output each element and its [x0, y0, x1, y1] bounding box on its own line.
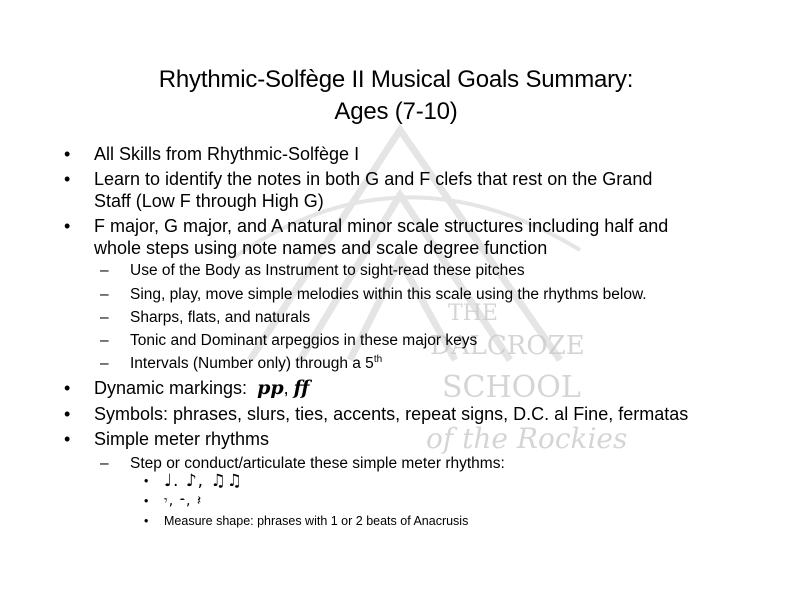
dash-marker: – — [100, 309, 109, 326]
sub-item-body — [100, 261, 770, 281]
bullet-notes-line2: Staff (Low F through High G) — [94, 191, 324, 211]
dynamic-pp: pp — [257, 377, 284, 399]
bullet-meter — [64, 428, 754, 450]
sub-item-step-text: Step or conduct/articulate these simple meter rhythms: — [130, 455, 505, 472]
dash-marker: – — [100, 355, 109, 372]
small-bullet: • — [144, 494, 149, 508]
dash-marker: – — [100, 332, 109, 349]
bullet-scales-line1: F major, G major, and A natural minor scale structures including half and — [94, 216, 669, 236]
bullet-dynamics — [64, 377, 754, 399]
sub-item-tonic — [100, 331, 770, 351]
sub-item-body-text: Use of the Body as Instrument to sight-read these pitches — [130, 262, 525, 279]
bullet-dot: • — [64, 216, 71, 236]
sub-item-tonic-text: Tonic and Dominant arpeggios in these major keys — [130, 332, 478, 349]
page-title-line2: Ages (7-10) — [334, 98, 458, 125]
dynamic-separator: , — [283, 378, 289, 398]
bullet-scales — [64, 215, 754, 259]
watermark-line2: DALCROZE — [430, 331, 585, 361]
bullet-skills-text: All Skills from Rhythmic-Solfège I — [94, 144, 360, 164]
dash-marker: – — [100, 455, 109, 472]
watermark-line4: of the Rockies — [426, 422, 628, 455]
rhythm-notes-glyphs: ♩. ♪, ♫♫ — [164, 471, 243, 491]
bullet-meter-text: Simple meter rhythms — [94, 429, 270, 449]
small-bullet: • — [144, 474, 149, 488]
sub-item-sing — [100, 285, 770, 305]
bullet-dot: • — [64, 404, 71, 424]
watermark-line1: THE — [448, 301, 498, 326]
rhythm-rests — [144, 492, 724, 510]
sub-item-sharps-text: Sharps, flats, and naturals — [130, 309, 311, 326]
watermark-line3: SCHOOL — [442, 370, 581, 405]
bullet-dot: • — [64, 169, 71, 189]
bullet-skills — [64, 143, 754, 165]
sub-item-intervals-sup: th — [373, 353, 383, 365]
page-title-line1: Rhythmic-Solfège II Musical Goals Summary: — [158, 66, 634, 93]
bullet-scales-line2: whole steps using note names and scale degree function — [94, 238, 548, 258]
sub-item-intervals — [100, 353, 770, 374]
small-bullet: • — [144, 514, 149, 528]
bullet-symbols-text: Symbols: phrases, slurs, ties, accents, repeat signs, D.C. al Fine, fermatas — [94, 404, 689, 424]
sub-item-intervals-text: Intervals (Number only) through a 5 — [130, 355, 374, 372]
dynamic-ff: ff — [293, 377, 310, 399]
rhythm-notes — [144, 471, 724, 491]
rhythm-measure — [144, 512, 724, 530]
sub-item-sharps — [100, 308, 770, 328]
rhythm-measure-text: Measure shape: phrases with 1 or 2 beats of Anacrusis — [164, 514, 469, 528]
bullet-notes-line1: Learn to identify the notes in both G and F clefs that rest on the Grand — [94, 169, 653, 189]
bullet-symbols — [64, 403, 754, 425]
dash-marker: – — [100, 262, 109, 279]
dash-marker: – — [100, 286, 109, 303]
bullet-dot: • — [64, 144, 71, 164]
rhythm-rests-glyphs: 𝄾, 𝄼, 𝄽 — [164, 493, 203, 509]
bullet-dot: • — [64, 378, 71, 398]
sub-item-sing-text: Sing, play, move simple melodies within this scale using the rhythms below. — [130, 286, 647, 303]
bullet-dot: • — [64, 429, 71, 449]
bullet-dynamics-label: Dynamic markings: — [94, 378, 248, 398]
bullet-notes — [64, 168, 754, 212]
